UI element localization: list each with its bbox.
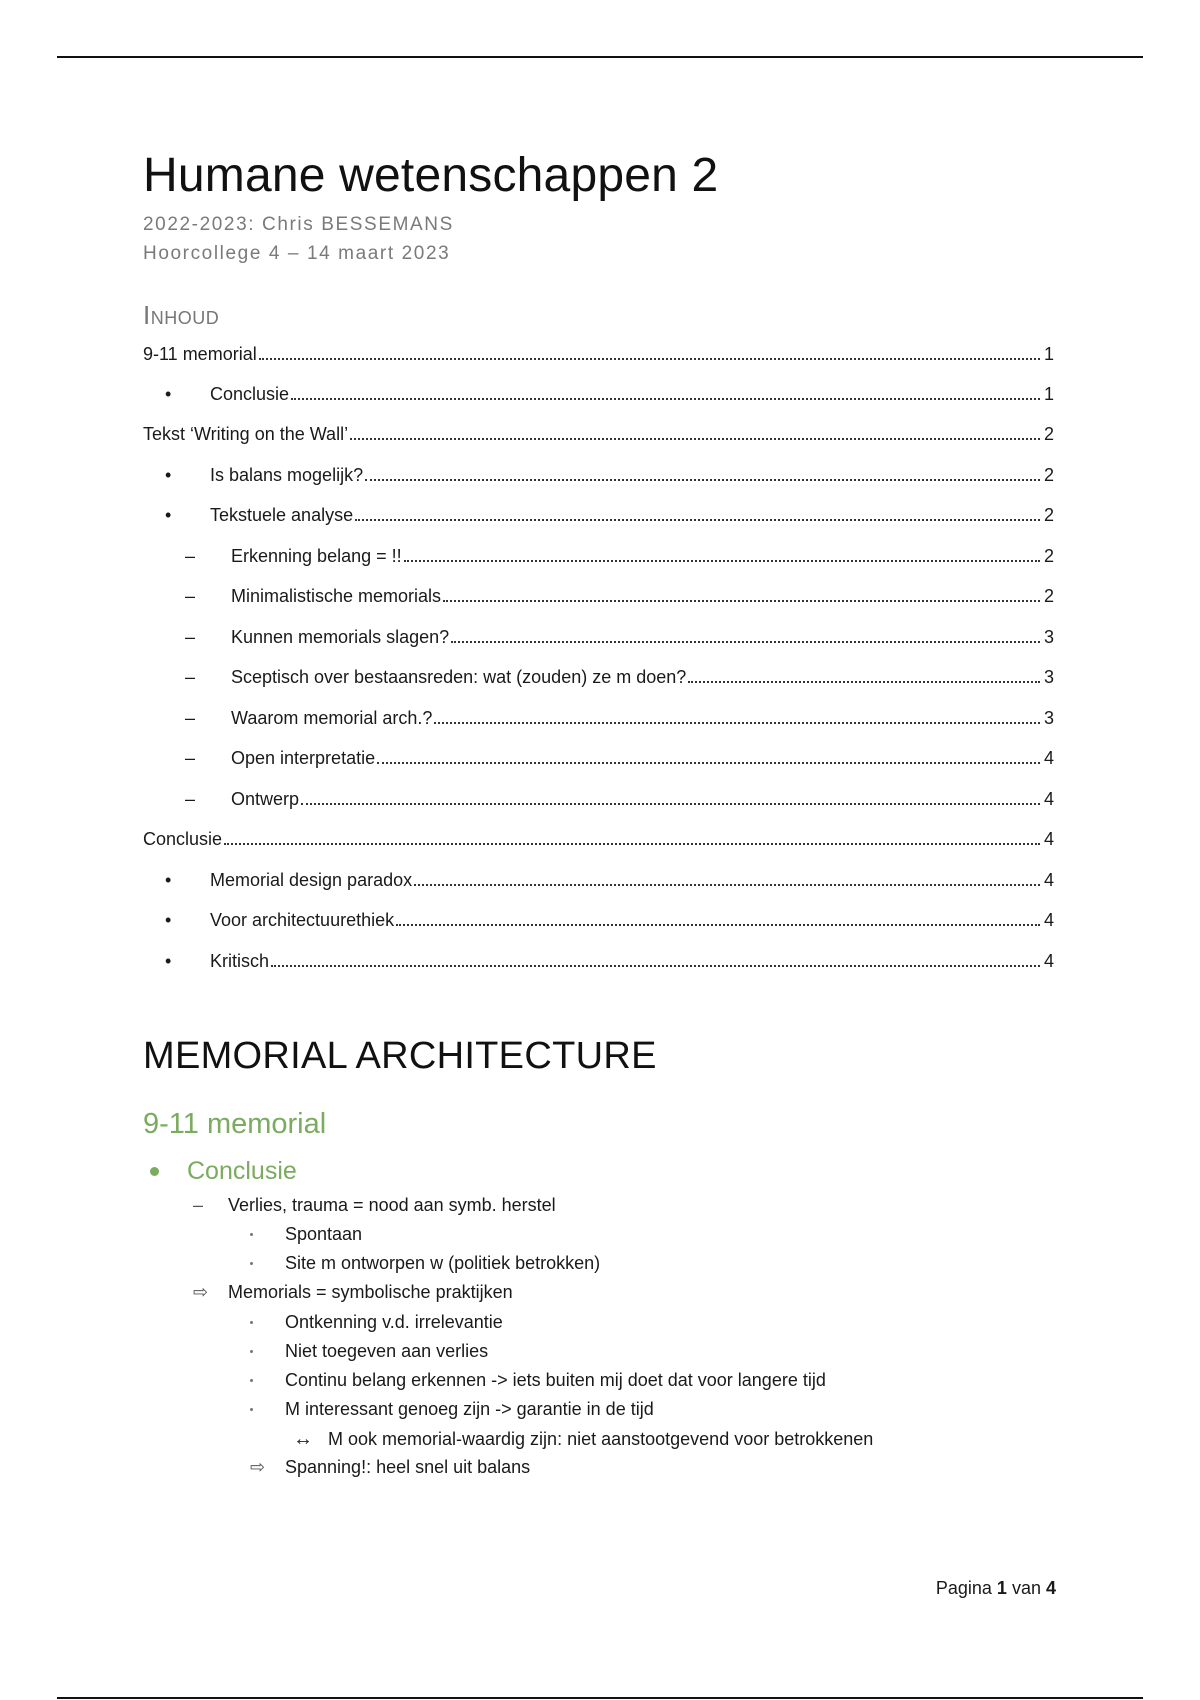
toc-entry-marker: • bbox=[165, 870, 172, 890]
toc-entry-text: Is balans mogelijk? bbox=[210, 465, 364, 485]
toc-entry-text: Waarom memorial arch.? bbox=[231, 708, 433, 728]
small-bullet-icon bbox=[250, 1321, 253, 1324]
toc-entry-page: 1 bbox=[1043, 344, 1054, 364]
toc-entry-page: 3 bbox=[1043, 708, 1054, 728]
footer-total-pages: 4 bbox=[1045, 1578, 1056, 1598]
list-item-text: Ontkenning v.d. irrelevantie bbox=[285, 1312, 503, 1332]
toc-entry-marker: • bbox=[165, 951, 172, 971]
toc-entry-page: 2 bbox=[1043, 424, 1054, 444]
toc-entry[interactable] bbox=[143, 496, 1054, 526]
list-item-text: Spontaan bbox=[285, 1224, 363, 1244]
toc-entry[interactable] bbox=[143, 901, 1054, 931]
list-item-text: Niet toegeven aan verlies bbox=[285, 1341, 489, 1361]
toc-entry[interactable] bbox=[143, 375, 1054, 405]
top-rule bbox=[57, 56, 1143, 58]
toc-entry-text: Kritisch bbox=[210, 951, 270, 971]
toc-entry-marker: – bbox=[185, 546, 196, 566]
toc-entry-marker: • bbox=[165, 910, 172, 930]
toc-entry-page: 1 bbox=[1043, 384, 1054, 404]
toc-leader bbox=[377, 762, 1040, 764]
sub-subsection-heading-text: Conclusie bbox=[187, 1157, 297, 1185]
toc-leader bbox=[355, 519, 1040, 521]
toc-entry-page: 4 bbox=[1043, 789, 1054, 809]
list-item-text: M interessant genoeg zijn -> garantie in de tijd bbox=[285, 1399, 654, 1419]
toc-entry-text: Sceptisch over bestaansreden: wat (zouden) ze m doen? bbox=[231, 667, 687, 687]
footer-prefix: Pagina bbox=[935, 1578, 992, 1598]
toc-leader bbox=[291, 398, 1040, 400]
list-item-text: Spanning!: heel snel uit balans bbox=[285, 1457, 531, 1477]
toc-entry-marker: • bbox=[165, 505, 172, 525]
list-item bbox=[293, 1428, 873, 1451]
toc-entry-marker: – bbox=[185, 708, 196, 728]
toc-leader bbox=[414, 884, 1040, 886]
toc-entry-text: Conclusie bbox=[143, 829, 223, 849]
small-bullet-icon bbox=[250, 1379, 253, 1382]
toc-leader bbox=[396, 924, 1040, 926]
list-item bbox=[250, 1253, 600, 1274]
toc-entry-page: 2 bbox=[1043, 546, 1054, 566]
list-item-text: M ook memorial-waardig zijn: niet aanstootgevend voor betrokkenen bbox=[328, 1429, 874, 1449]
toc-heading: Inhoud bbox=[143, 300, 220, 330]
toc-entry-text: 9-11 memorial bbox=[143, 344, 257, 364]
toc-entry-page: 3 bbox=[1043, 627, 1054, 647]
toc-entry[interactable] bbox=[143, 739, 1054, 769]
toc-entry-text: Open interpretatie bbox=[231, 748, 376, 768]
toc-entry-page: 2 bbox=[1043, 465, 1054, 485]
toc-leader bbox=[688, 681, 1040, 683]
list-item bbox=[250, 1312, 503, 1333]
toc-entry-marker: – bbox=[185, 627, 196, 647]
toc-entry-page: 2 bbox=[1043, 505, 1054, 525]
arrow-right-icon: ⇨ bbox=[193, 1282, 209, 1302]
toc-entry[interactable] bbox=[143, 942, 1054, 972]
toc-entry-page: 2 bbox=[1043, 586, 1054, 606]
toc-entry[interactable] bbox=[143, 577, 1054, 607]
small-bullet-icon bbox=[250, 1350, 253, 1353]
toc-entry[interactable] bbox=[143, 820, 1054, 850]
toc-entry-text: Memorial design paradox bbox=[210, 870, 413, 890]
toc-entry[interactable] bbox=[143, 861, 1054, 891]
bottom-rule bbox=[57, 1697, 1143, 1699]
toc-entry[interactable] bbox=[143, 456, 1054, 486]
footer-current-page: 1 bbox=[996, 1578, 1007, 1598]
toc-entry-text: Tekstuele analyse bbox=[210, 505, 354, 525]
toc-entry-text: Minimalistische memorials bbox=[231, 586, 442, 606]
sub-subsection-heading bbox=[150, 1157, 297, 1186]
toc-entry-page: 4 bbox=[1043, 748, 1054, 768]
list-item bbox=[250, 1341, 488, 1362]
toc-entry-text: Erkenning belang = !! bbox=[231, 546, 402, 566]
toc-leader bbox=[434, 722, 1040, 724]
document-title: Humane wetenschappen 2 bbox=[143, 149, 719, 202]
toc-leader bbox=[404, 560, 1040, 562]
page-number-footer bbox=[936, 1578, 1056, 1599]
toc-leader bbox=[224, 843, 1040, 845]
toc-entry-marker: – bbox=[185, 586, 196, 606]
list-item bbox=[193, 1282, 513, 1303]
toc-entry-page: 4 bbox=[1043, 829, 1054, 849]
toc-entry-marker: – bbox=[185, 748, 196, 768]
toc-entry-text: Voor architectuurethiek bbox=[210, 910, 395, 930]
dash-marker: – bbox=[193, 1195, 204, 1215]
toc-entry-marker: – bbox=[185, 789, 196, 809]
toc-entry-marker: • bbox=[165, 384, 172, 404]
list-item-text: Site m ontworpen w (politiek betrokken) bbox=[285, 1253, 601, 1273]
toc-entry[interactable] bbox=[143, 658, 1054, 688]
list-item bbox=[250, 1224, 362, 1245]
bullet-icon bbox=[150, 1167, 159, 1176]
double-arrow-icon: ↔ bbox=[293, 1428, 313, 1450]
toc-leader bbox=[259, 358, 1040, 360]
list-item bbox=[250, 1370, 826, 1391]
small-bullet-icon bbox=[250, 1262, 253, 1265]
toc-entry-text: Conclusie bbox=[210, 384, 290, 404]
footer-middle: van bbox=[1011, 1578, 1041, 1598]
toc-entry-page: 4 bbox=[1043, 951, 1054, 971]
toc-entry-page: 4 bbox=[1043, 870, 1054, 890]
document-subtitle-lecture: Hoorcollege 4 – 14 maart 2023 bbox=[143, 243, 451, 264]
list-item-text: Continu belang erkennen -> iets buiten mij doet dat voor langere tijd bbox=[285, 1370, 826, 1390]
arrow-right-icon: ⇨ bbox=[250, 1457, 266, 1477]
toc-entry-page: 3 bbox=[1043, 667, 1054, 687]
toc-entry[interactable] bbox=[143, 415, 1054, 445]
toc-leader bbox=[365, 479, 1040, 481]
toc-leader bbox=[451, 641, 1040, 643]
toc-entry-text: Tekst ‘Writing on the Wall’ bbox=[143, 424, 349, 444]
document-subtitle-year-author: 2022-2023: Chris BESSEMANS bbox=[143, 214, 454, 235]
list-item-text: Verlies, trauma = nood aan symb. herstel bbox=[228, 1195, 556, 1215]
toc-entry[interactable] bbox=[143, 537, 1054, 567]
toc-entry-marker: – bbox=[185, 667, 196, 687]
toc-leader bbox=[301, 803, 1040, 805]
toc-entry[interactable] bbox=[143, 335, 1054, 365]
toc-leader bbox=[271, 965, 1040, 967]
toc-entry[interactable] bbox=[143, 780, 1054, 810]
toc-entry-page: 4 bbox=[1043, 910, 1054, 930]
list-item bbox=[193, 1195, 556, 1216]
toc-entry[interactable] bbox=[143, 699, 1054, 729]
toc-entry[interactable] bbox=[143, 618, 1054, 648]
subsection-heading: 9-11 memorial bbox=[143, 1108, 327, 1140]
list-item-text: Memorials = symbolische praktijken bbox=[228, 1282, 513, 1302]
toc-leader bbox=[350, 438, 1040, 440]
list-item bbox=[250, 1457, 530, 1478]
small-bullet-icon bbox=[250, 1408, 253, 1411]
toc-entry-text: Ontwerp bbox=[231, 789, 300, 809]
toc-entry-text: Kunnen memorials slagen? bbox=[231, 627, 450, 647]
toc-entry-marker: • bbox=[165, 465, 172, 485]
section-heading: MEMORIAL ARCHITECTURE bbox=[143, 1035, 657, 1077]
list-item bbox=[250, 1399, 654, 1420]
small-bullet-icon bbox=[250, 1233, 253, 1236]
toc-leader bbox=[443, 600, 1040, 602]
